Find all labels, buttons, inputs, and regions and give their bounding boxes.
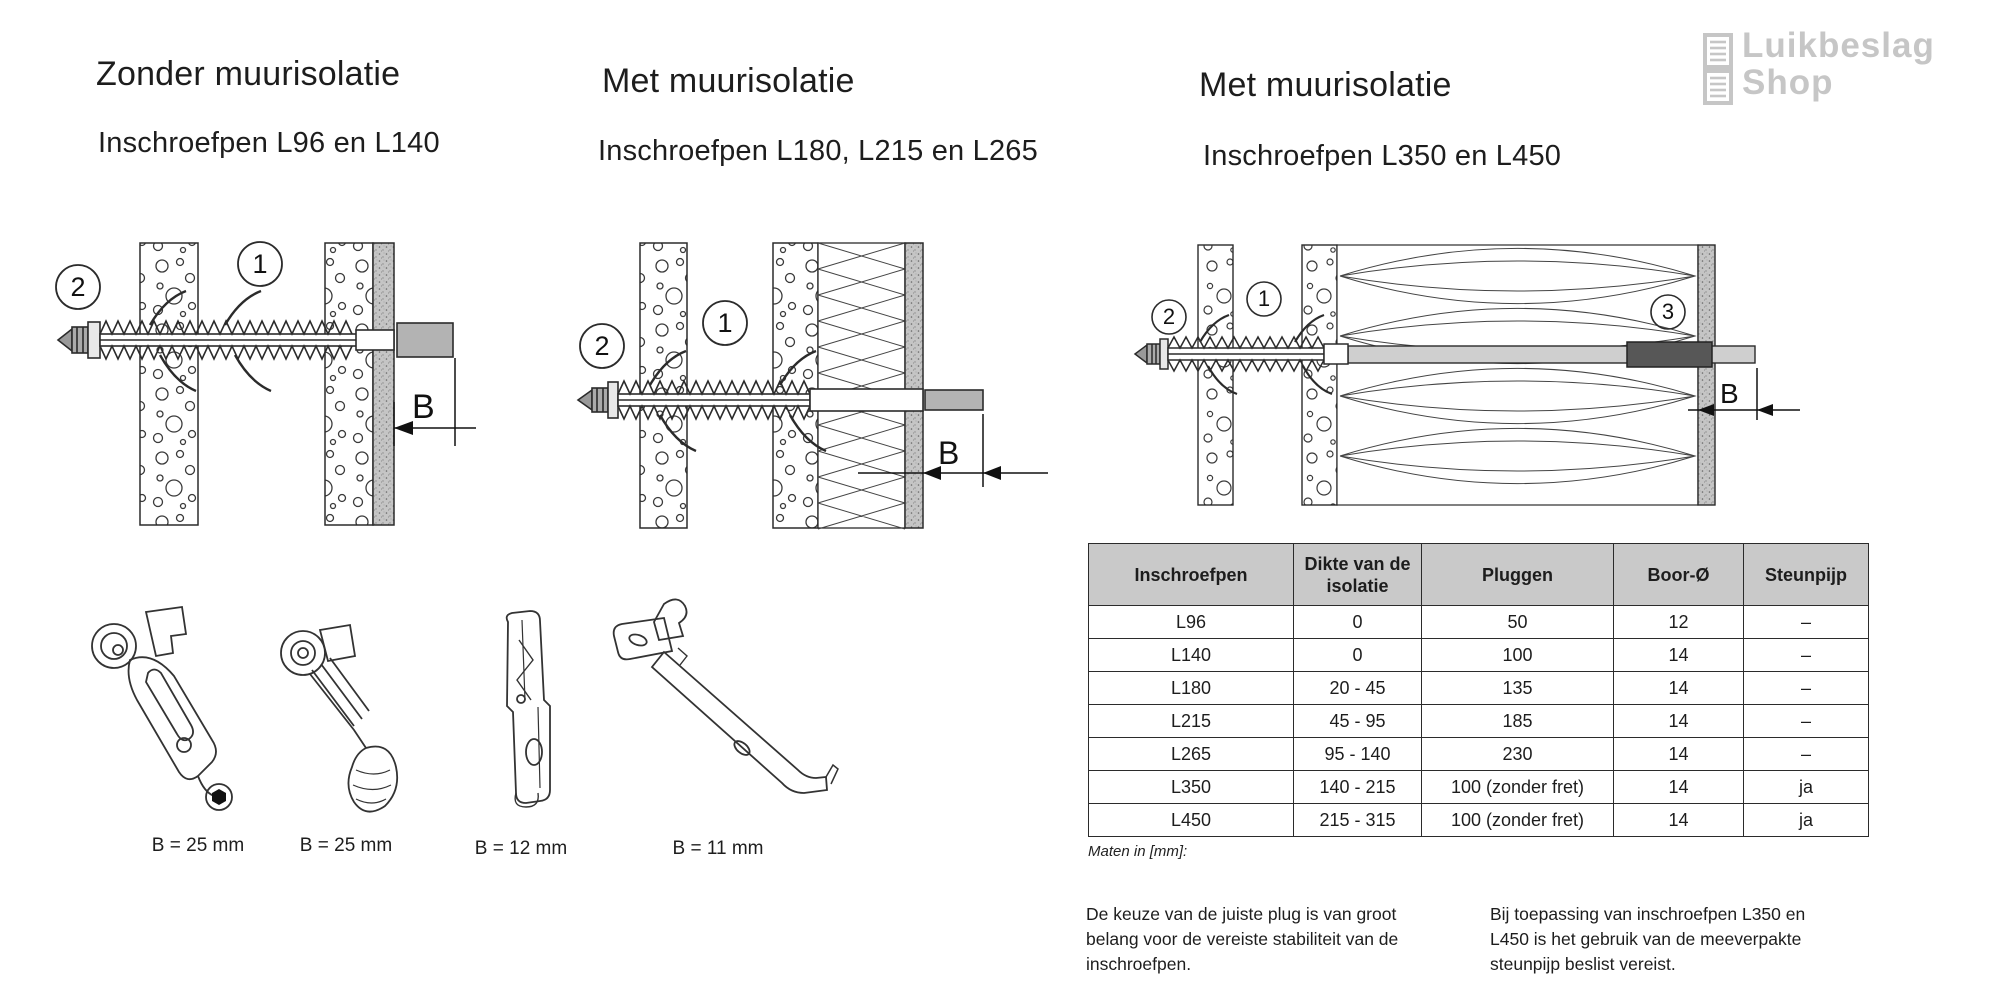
- svg-text:1: 1: [1257, 286, 1271, 311]
- table-cell: L265: [1089, 738, 1294, 771]
- table-cell: 14: [1614, 705, 1744, 738]
- table-cell: 14: [1614, 672, 1744, 705]
- callout-1: [238, 242, 282, 286]
- product-dimension-label: B = 25 mm: [151, 835, 245, 856]
- wall-inner-leaf: [140, 243, 198, 525]
- table-cell: L96: [1089, 606, 1294, 639]
- table-row: [1089, 639, 1869, 672]
- product-dimension-label: B = 25 mm: [299, 835, 393, 856]
- table-cell: –: [1744, 606, 1869, 639]
- table-cell: –: [1744, 705, 1869, 738]
- render-layer: [905, 243, 923, 528]
- callout-2: [56, 265, 100, 309]
- svg-text:B: B: [412, 388, 435, 426]
- section-2-title: Met muurisolatie: [602, 62, 855, 100]
- table-cell: 95 - 140: [1294, 738, 1422, 771]
- table-cell: 14: [1614, 771, 1744, 804]
- callout-1: [703, 301, 747, 345]
- table-cell: 14: [1614, 738, 1744, 771]
- render-layer: [373, 243, 394, 525]
- wall-inner-leaf: [1198, 245, 1233, 505]
- section-3-title: Met muurisolatie: [1199, 66, 1452, 104]
- table-cell: 14: [1614, 639, 1744, 672]
- spec-table-wrap: [1088, 543, 1869, 860]
- product-dimension-label: B = 12 mm: [474, 838, 568, 859]
- callout-1: [1247, 282, 1281, 316]
- table-cell: L350: [1089, 771, 1294, 804]
- fixture-block: [925, 390, 983, 410]
- table-cell: 12: [1614, 606, 1744, 639]
- table-cell: 100 (zonder fret): [1422, 804, 1614, 837]
- product-drawings: [60, 585, 860, 830]
- table-cell: ja: [1744, 771, 1869, 804]
- wall-outer-leaf: [325, 243, 373, 525]
- table-row: [1089, 804, 1869, 837]
- product-stay-roller-knob: [281, 625, 397, 812]
- logo-line1: Luikbeslag: [1742, 26, 1935, 65]
- product-bracket-arm: [614, 599, 838, 793]
- note-plug-choice: De keuze van de juiste plug is van groot belang voor de vereiste stabiliteit van de inschroefpen.: [1086, 904, 1399, 974]
- table-cell: L450: [1089, 804, 1294, 837]
- table-row: [1089, 606, 1869, 639]
- spec-table-header-cell: Inschroefpen: [1089, 544, 1294, 606]
- table-cell: ja: [1744, 804, 1869, 837]
- spec-table-header-cell: Steunpijp: [1744, 544, 1869, 606]
- table-cell: –: [1744, 639, 1869, 672]
- product-latch: [507, 611, 550, 807]
- logo-line2: Shop: [1742, 63, 1834, 102]
- render-layer: [1698, 245, 1715, 505]
- table-cell: 215 - 315: [1294, 804, 1422, 837]
- section-1-subtitle: Inschroefpen L96 en L140: [98, 127, 440, 159]
- shutter-icon: [1703, 33, 1733, 105]
- table-cell: 100: [1422, 639, 1614, 672]
- wall-inner-leaf: [640, 243, 687, 528]
- diagram-met-muurisolatie-1: [440, 185, 1070, 540]
- table-cell: 50: [1422, 606, 1614, 639]
- section-2-subtitle: Inschroefpen L180, L215 en L265: [598, 135, 1038, 167]
- table-cell: –: [1744, 738, 1869, 771]
- diagram-met-muurisolatie-2: [1130, 200, 1820, 540]
- svg-text:B: B: [1720, 378, 1739, 409]
- table-cell: 135: [1422, 672, 1614, 705]
- table-cell: 14: [1614, 804, 1744, 837]
- note-steunpijp: Bij toepassing van inschroefpen L350 en L450 is het gebruik van de meeverpakte steunpijp beslist vereist.: [1490, 904, 1806, 974]
- callout-2: [580, 324, 624, 368]
- table-row: [1089, 738, 1869, 771]
- table-cell: 0: [1294, 639, 1422, 672]
- product-dimension-label: B = 11 mm: [672, 838, 764, 859]
- table-cell: L215: [1089, 705, 1294, 738]
- spec-table-header-cell: Dikte van de isolatie: [1294, 544, 1422, 606]
- logo-text: [1742, 27, 1935, 101]
- table-cell: –: [1744, 672, 1869, 705]
- table-footnote: Maten in [mm]:: [1088, 843, 1188, 860]
- steunpijp-block: [1627, 342, 1712, 367]
- svg-text:2: 2: [1162, 304, 1176, 329]
- product-stay-roller-hook: [92, 607, 232, 810]
- table-cell: 140 - 215: [1294, 771, 1422, 804]
- spec-table-header-cell: Boor-Ø: [1614, 544, 1744, 606]
- svg-text:2: 2: [594, 331, 610, 361]
- table-cell: 45 - 95: [1294, 705, 1422, 738]
- table-row: [1089, 672, 1869, 705]
- callout-2: [1152, 300, 1186, 334]
- spec-table-header-cell: Pluggen: [1422, 544, 1614, 606]
- svg-text:2: 2: [70, 272, 86, 302]
- section-1-title: Zonder muurisolatie: [96, 55, 401, 93]
- svg-text:B: B: [938, 435, 960, 471]
- spec-table-header-row: [1089, 544, 1869, 606]
- table-row: [1089, 771, 1869, 804]
- diagram-zonder-muurisolatie: [40, 185, 480, 540]
- table-cell: 100 (zonder fret): [1422, 771, 1614, 804]
- table-row: [1089, 705, 1869, 738]
- spec-table-body: [1089, 606, 1869, 837]
- svg-text:3: 3: [1661, 299, 1675, 324]
- spec-table: [1088, 543, 1869, 837]
- table-cell: 20 - 45: [1294, 672, 1422, 705]
- svg-text:1: 1: [717, 308, 733, 338]
- table-cell: 185: [1422, 705, 1614, 738]
- table-cell: 230: [1422, 738, 1614, 771]
- table-cell: L140: [1089, 639, 1294, 672]
- wall-outer-leaf: [773, 243, 818, 528]
- section-3-subtitle: Inschroefpen L350 en L450: [1203, 140, 1562, 172]
- table-cell: 0: [1294, 606, 1422, 639]
- svg-text:1: 1: [252, 249, 268, 279]
- insulation-layer-thick: [1337, 245, 1698, 505]
- table-cell: L180: [1089, 672, 1294, 705]
- insulation-layer: [818, 243, 905, 529]
